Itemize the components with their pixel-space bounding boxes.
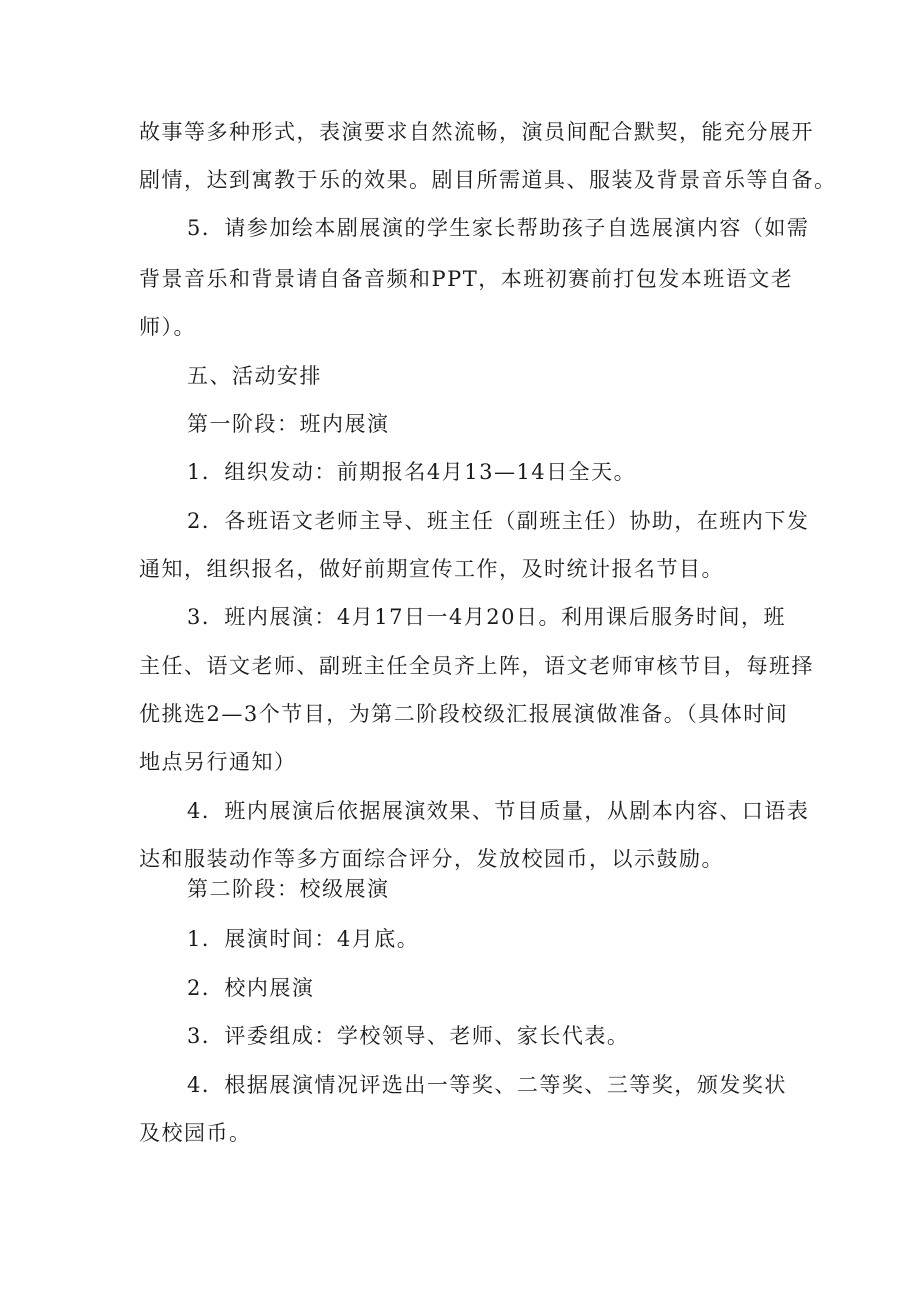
phase-heading-2: 第二阶段：校级展演 <box>187 877 390 901</box>
list-item-3: 3．班内展演：4月17日一4月20日。利用课后服务时间，班 <box>187 605 787 629</box>
list-item-3: 3．评委组成：学校领导、老师、家长代表。 <box>187 1024 630 1048</box>
paragraph-line: 通知，组织报名，做好前期宣传工作，及时统计报名节目。 <box>139 557 724 581</box>
list-item-4: 4．根据展演情况评选出一等奖、二等奖、三等奖，颁发奖状 <box>187 1073 787 1097</box>
list-item-4: 4．班内展演后依据展演效果、节目质量，从剧本内容、口语表 <box>187 799 810 823</box>
list-item-2: 2．校内展演 <box>187 976 315 1000</box>
phase-heading-1: 第一阶段：班内展演 <box>187 412 390 436</box>
list-item-2: 2．各班语文老师主导、班主任（副班主任）协助，在班内下发 <box>187 509 810 533</box>
paragraph-line: 师）。 <box>139 315 196 339</box>
section-heading: 五、活动安排 <box>187 364 322 388</box>
paragraph-line: 主任、语文老师、副班主任全员齐上阵，语文老师审核节目，每班择 <box>139 654 814 678</box>
paragraph-line: 剧情，达到寓教于乐的效果。剧目所需道具、服装及背景音乐等自备。 <box>139 168 837 192</box>
paragraph-line: 及校园币。 <box>139 1121 252 1145</box>
paragraph-line: 达和服装动作等多方面综合评分，发放校园币，以示鼓励。 <box>139 847 724 871</box>
list-item-1: 1．展演时间：4月底。 <box>187 927 420 951</box>
paragraph-line: 地点另行通知） <box>139 750 297 774</box>
list-item-1: 1．组织发动：前期报名4月13—14日全天。 <box>187 460 637 484</box>
paragraph-line: 优挑选2—3个节目，为第二阶段校级汇报展演做准备。（具体时间 <box>139 702 789 726</box>
paragraph-line: 故事等多种形式，表演要求自然流畅，演员间配合默契，能充分展开 <box>139 120 814 144</box>
list-item-5: 5．请参加绘本剧展演的学生家长帮助孩子自选展演内容（如需 <box>187 216 810 240</box>
paragraph-line: 背景音乐和背景请自备音频和PPT，本班初赛前打包发本班语文老 <box>139 267 794 291</box>
